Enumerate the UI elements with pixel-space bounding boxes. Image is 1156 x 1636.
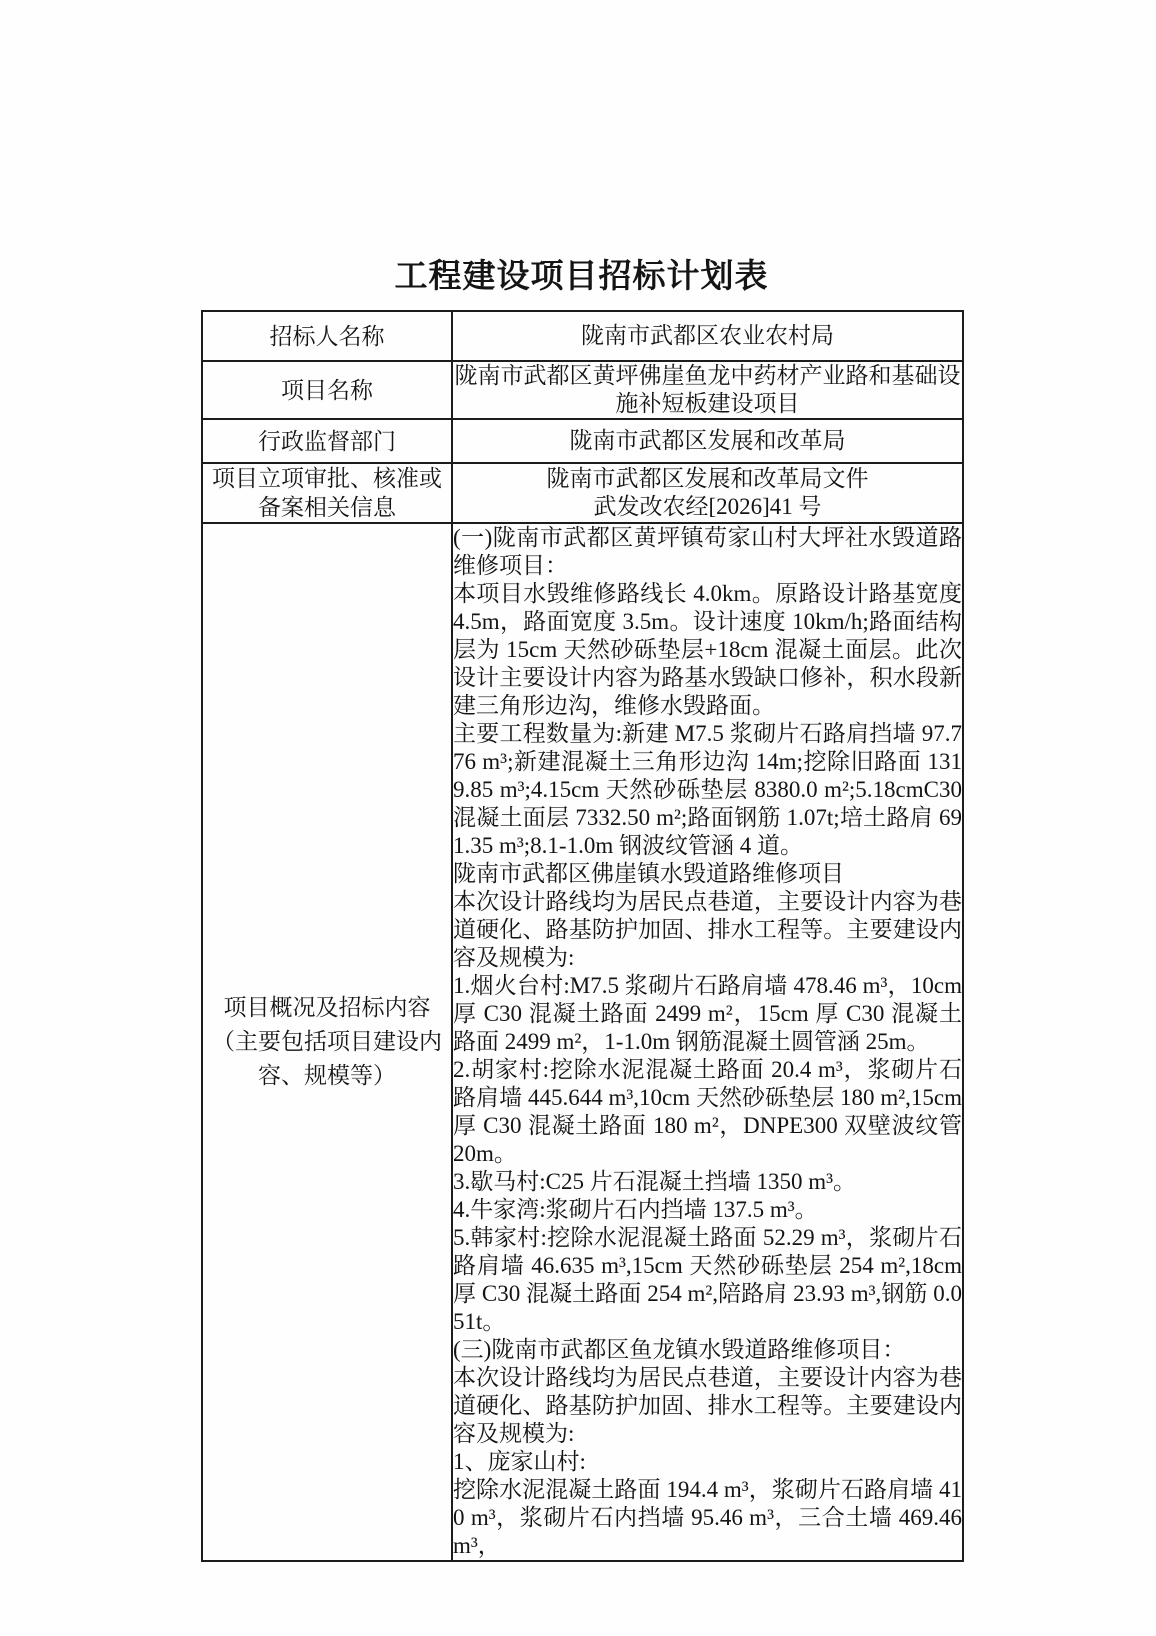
overview-paragraph: (三)陇南市武都区鱼龙镇水毁道路维修项目： [453, 1337, 906, 1362]
table-row [202, 463, 963, 523]
project-name-label: 项目名称 [202, 361, 452, 419]
supervising-authority-label: 行政监督部门 [202, 419, 452, 463]
table-row [202, 523, 963, 1561]
approval-number-line: 武发改农经[2026]41 号 [593, 494, 822, 519]
table-row [202, 311, 963, 361]
project-overview-label: 项目概况及招标内容（主要包括项目建设内容、规模等） [202, 523, 452, 1561]
overview-paragraph: 本次设计路线均为居民点巷道，主要设计内容为巷道硬化、路基防护加固、排水工程等。主要建设内容及规模为: [453, 889, 962, 970]
overview-paragraph: 挖除水泥混凝土路面 194.4 m³，浆砌片石路肩墙 410 m³，浆砌片石内挡墙 95.46 m³，三合土墙 469.46 m³， [453, 1477, 962, 1558]
tenderer-name-label: 招标人名称 [202, 311, 452, 361]
overview-paragraph: 5.韩家村:挖除水泥混凝土路面 52.29 m³，浆砌片石路肩墙 46.635 m³,15cm 天然砂砾垫层 254 m²,18cm 厚 C30 混凝土路面 254 m²,陪路肩 23.93 m³,钢筋 0.051t。 [453, 1225, 962, 1334]
table-row [202, 419, 963, 463]
tenderer-name-value: 陇南市武都区农业农村局 [452, 311, 963, 361]
supervising-authority-value: 陇南市武都区发展和改革局 [452, 419, 963, 463]
overview-paragraph: 2.胡家村:挖除水泥混凝土路面 20.4 m³，浆砌片石路肩墙 445.644 m³,10cm 天然砂砾垫层 180 m²,15cm 厚 C30 混凝土路面 180 m²，DNPE300 双壁波纹管 20m。 [453, 1057, 962, 1166]
overview-paragraph: 陇南市武都区佛崖镇水毁道路维修项目 [453, 861, 844, 886]
project-name-value: 陇南市武都区黄坪佛崖鱼龙中药材产业路和基础设施补短板建设项目 [452, 361, 963, 419]
bidding-plan-document [201, 250, 962, 1562]
bidding-plan-table [201, 310, 964, 1562]
overview-paragraph: 1.烟火台村:M7.5 浆砌片石路肩墙 478.46 m³，10cm 厚 C30 混凝土路面 2499 m²，15cm 厚 C30 混凝土路面 2499 m²，1-1.0m 钢筋混凝土圆管涵 25m。 [453, 973, 962, 1054]
overview-paragraph: 主要工程数量为:新建 M7.5 浆砌片石路肩挡墙 97.776 m³;新建混凝土三角形边沟 14m;挖除旧路面 1319.85 m³;4.15cm 天然砂砾垫层 8380.0 m²;5.18cmC30 混凝土面层 7332.50 m²;路面钢筋 1.07t;培土路肩 691.35 m³;8.1-1.0m 钢波纹管涵 4 道。 [453, 721, 962, 858]
overview-paragraph: 本项目水毁维修路线长 4.0km。原路设计路基宽度 4.5m，路面宽度 3.5m。设计速度 10km/h;路面结构层为 15cm 天然砂砾垫层+18cm 混凝土面层。此次设计主要设计内容为路基水毁缺口修补，积水段新建三角形边沟，维修水毁路面。 [453, 581, 962, 718]
overview-paragraph: 3.歇马村:C25 片石混凝土挡墙 1350 m³。 [453, 1169, 857, 1194]
overview-paragraph: (一)陇南市武都区黄坪镇苟家山村大坪社水毁道路维修项目： [453, 525, 962, 578]
overview-paragraph: 1、庞家山村: [453, 1449, 586, 1474]
overview-paragraph: 本次设计路线均为居民点巷道，主要设计内容为巷道硬化、路基防护加固、排水工程等。主要建设内容及规模为: [453, 1365, 962, 1446]
page-title: 工程建设项目招标计划表 [394, 259, 769, 295]
approval-info-value [452, 463, 963, 523]
approval-document-line: 陇南市武都区发展和改革局文件 [546, 466, 869, 491]
approval-info-label: 项目立项审批、核准或备案相关信息 [202, 463, 452, 523]
project-overview-content [452, 523, 963, 1561]
overview-paragraph: 4.牛家湾:浆砌片石内挡墙 137.5 m³。 [453, 1197, 818, 1222]
table-row [202, 361, 963, 419]
